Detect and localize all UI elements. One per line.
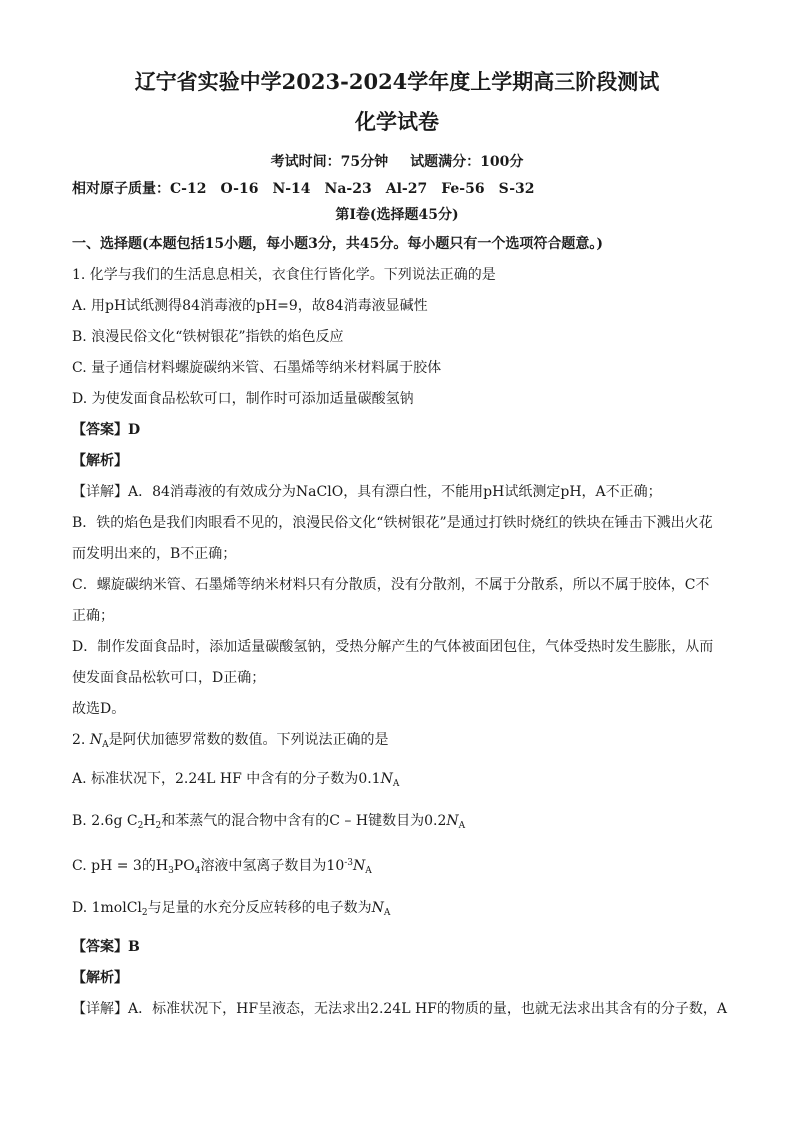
atomic-mass: Na-23 — [324, 181, 372, 197]
question-2-option-a: A. 标准状况下，2.24L HF 中含有的分子数为$0.1N_A$ — [72, 771, 400, 789]
question-1-option-a: A. 用pH试纸测得84消毒液的pH=9，故84消毒液显碱性 — [72, 298, 428, 314]
question-1-analysis-label: 【解析】 — [72, 453, 128, 469]
exam-score: 试题满分：100分 — [410, 154, 524, 170]
question-2-stem: 2. $N_A$是阿伏加德罗常数的数值。下列说法正确的是 — [72, 732, 389, 750]
question-1-option-d: D. 为使发面食品松软可口，制作时可添加适量碳酸氢钠 — [72, 391, 414, 407]
atomic-mass: Fe-56 — [441, 181, 485, 197]
question-1-option-b: B. 浪漫民俗文化“铁树银花”指铁的焰色反应 — [72, 329, 344, 345]
question-1-detail-line: C．螺旋碳纳米管、石墨烯等纳米材料只有分散质，没有分散剂，不属于分散系，所以不属于胶体，C不 — [72, 577, 710, 593]
atomic-mass: S-32 — [498, 181, 535, 197]
exam-time: 考试时间：75分钟 — [270, 154, 389, 170]
atomic-masses-label: 相对原子质量： — [72, 181, 170, 197]
question-1-detail-line: D．制作发面食品时，添加适量碳酸氢钠，受热分解产生的气体被面团包住，气体受热时发生膨胀，从而 — [72, 639, 714, 655]
question-2-detail-line: 【详解】A．标准状况下，HF呈液态，无法求出2.24L HF的物质的量，也就无法求出其含有的分子数，A — [72, 1001, 727, 1017]
atomic-mass: C-12 — [170, 181, 207, 197]
question-2-option-c: C. pH = 3的$H_3PO_4$溶液中氢离子数目为$10^{-3}N_A$ — [72, 858, 372, 876]
question-1-answer: 【答案】D — [72, 422, 141, 438]
question-2-option-d: D. 1molCl$_2$与足量的水充分反应转移的电子数为$N_A$ — [72, 900, 391, 918]
question-1-detail-line: 故选D。 — [72, 701, 126, 717]
atomic-masses — [72, 176, 722, 202]
atomic-mass: O-16 — [220, 181, 259, 197]
part-heading: 第Ⅰ卷(选择题45分) — [335, 207, 459, 223]
question-1-detail-line: 使发面食品松软可口，D正确； — [72, 670, 266, 686]
question-1-option-c: C. 量子通信材料螺旋碳纳米管、石墨烯等纳米材料属于胶体 — [72, 360, 442, 376]
question-1-stem: 1. 化学与我们的生活息息相关，衣食住行皆化学。下列说法正确的是 — [72, 267, 496, 283]
exam-meta — [72, 148, 722, 176]
exam-title: 辽宁省实验中学2023-2024学年度上学期高三阶段测试 — [134, 69, 660, 94]
question-2-answer: 【答案】B — [72, 939, 140, 955]
question-2-option-b: B. 2.6g $C_2H_2$和苯蒸气的混合物中含有的C – H键数目为$0.2N_A$ — [72, 813, 466, 831]
exam-page — [72, 62, 727, 1025]
question-1-detail-line: 正确； — [72, 608, 114, 624]
atomic-mass: Al-27 — [385, 181, 428, 197]
exam-subtitle: 化学试卷 — [355, 109, 439, 134]
section-heading: 一、选择题(本题包括15小题，每小题3分，共45分。每小题只有一个选项符合题意。) — [72, 236, 603, 252]
question-1-detail-line: 而发明出来的，B不正确； — [72, 546, 237, 562]
atomic-mass: N-14 — [272, 181, 311, 197]
question-1-detail-line: 【详解】A．84消毒液的有效成分为NaClO，具有漂白性，不能用pH试纸测定pH，A不正确； — [72, 484, 662, 500]
question-1-detail-line: B．铁的焰色是我们肉眼看不见的，浪漫民俗文化“铁树银花”是通过打铁时烧红的铁块在锤击下溅出火花 — [72, 515, 713, 531]
question-2-analysis-label: 【解析】 — [72, 970, 128, 986]
